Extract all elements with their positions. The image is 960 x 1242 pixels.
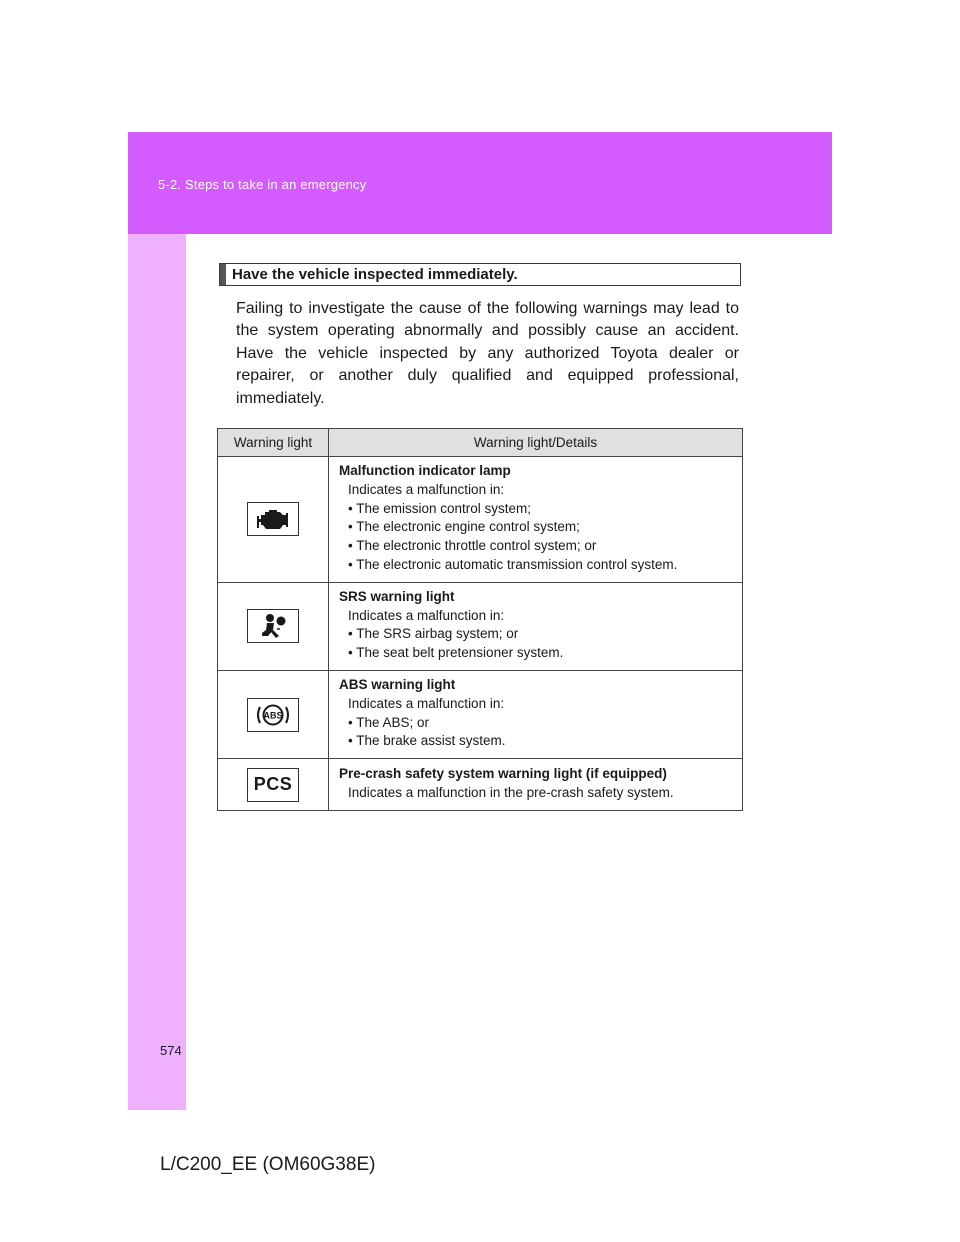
detail-line: • The electronic throttle control system; or <box>348 538 597 554</box>
intro-paragraph: Failing to investigate the cause of the following warnings may lead to the system operating abnormally and possibly cause an accident. Have the vehicle inspected by any authorized Toyota dealer or repairer, or another duly qualified and equipped professional, immediately. <box>236 300 739 407</box>
warning-title: SRS warning light <box>339 588 455 604</box>
table-row <box>218 582 743 670</box>
detail-cell <box>329 759 743 811</box>
detail-line: • The seat belt pretensioner system. <box>348 645 564 661</box>
detail-line: Indicates a malfunction in: <box>348 481 505 497</box>
icon-cell <box>218 759 329 811</box>
warning-light-table <box>217 428 743 811</box>
detail-line: • The ABS; or <box>348 714 430 730</box>
heading-text: Have the vehicle inspected immediately. <box>232 266 518 283</box>
detail-line: • The brake assist system. <box>348 733 506 749</box>
header-band <box>128 132 832 234</box>
svg-text:ABS: ABS <box>263 710 283 721</box>
side-strip <box>128 234 186 1110</box>
icon-cell <box>218 582 329 670</box>
table-row <box>218 457 743 583</box>
pcs-icon-label: PCS <box>253 774 293 795</box>
table-header-row <box>218 429 743 457</box>
abs-icon <box>247 698 299 732</box>
icon-cell <box>218 457 329 583</box>
detail-line: Indicates a malfunction in: <box>348 607 505 623</box>
detail-cell <box>329 670 743 758</box>
detail-cell <box>329 457 743 583</box>
heading-marker <box>220 264 226 285</box>
engine-check-icon <box>247 502 299 536</box>
footer-code: L/C200_EE (OM60G38E) <box>160 1154 376 1175</box>
table-row <box>218 670 743 758</box>
detail-cell <box>329 582 743 670</box>
detail-line: Indicates a malfunction in the pre-crash safety system. <box>348 784 674 800</box>
warning-title: ABS warning light <box>339 676 456 692</box>
warning-title: Pre-crash safety system warning light (if equipped) <box>339 765 667 781</box>
srs-airbag-icon <box>247 609 299 643</box>
detail-line: • The electronic automatic transmission control system. <box>348 556 678 572</box>
column-header-details: Warning light/Details <box>329 429 743 457</box>
table-row <box>218 759 743 811</box>
icon-cell <box>218 670 329 758</box>
detail-line: • The SRS airbag system; or <box>348 626 519 642</box>
section-heading <box>219 263 741 286</box>
detail-line: • The electronic engine control system; <box>348 519 580 535</box>
detail-line: Indicates a malfunction in: <box>348 695 505 711</box>
pcs-icon <box>247 768 299 802</box>
column-header-warning-light: Warning light <box>218 429 329 457</box>
page-number: 574 <box>160 1043 182 1058</box>
warning-title: Malfunction indicator lamp <box>339 463 511 478</box>
section-title: 5-2. Steps to take in an emergency <box>158 177 367 192</box>
detail-line: • The emission control system; <box>348 500 532 516</box>
